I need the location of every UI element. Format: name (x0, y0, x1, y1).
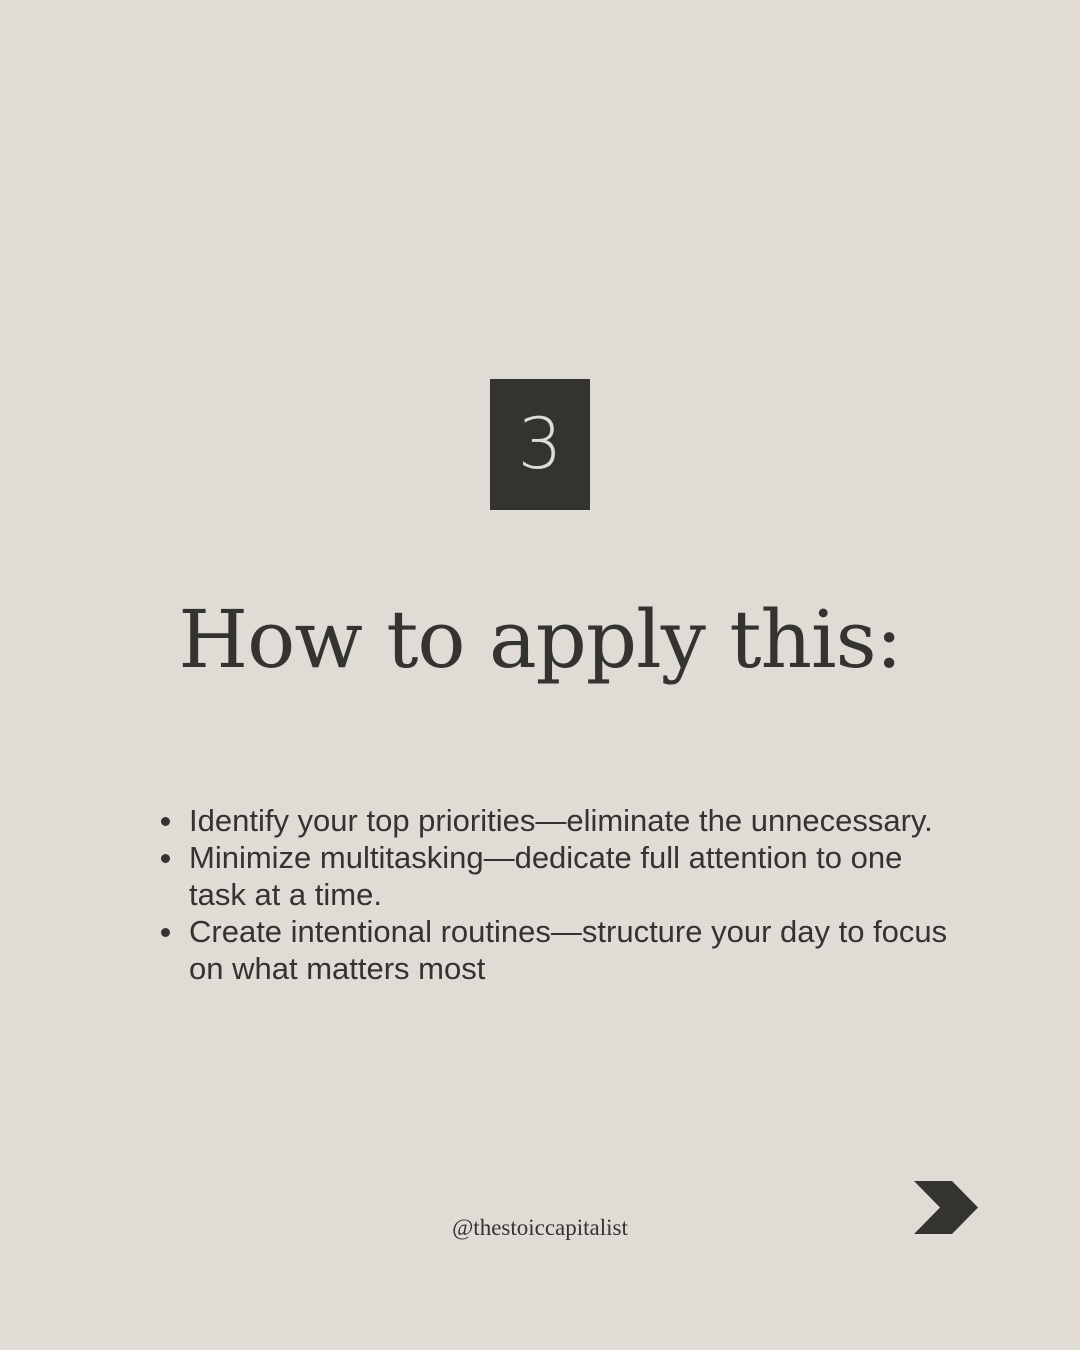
step-number: 3 (517, 402, 563, 485)
chevron-right-icon[interactable] (914, 1181, 978, 1234)
tips-list (158, 802, 958, 987)
list-item (158, 839, 958, 913)
page-title: How to apply this: (178, 593, 902, 686)
list-item-text: Identify your top priorities—eliminate the unnecessary. (189, 803, 933, 838)
bullet-icon (161, 854, 170, 863)
list-item-text: Minimize multitasking—dedicate full attention to one task at a time. (189, 840, 903, 912)
bullet-icon (161, 817, 170, 826)
step-number-badge (490, 379, 590, 510)
list-item (158, 802, 958, 839)
list-item-text: Create intentional routines—structure your day to focus on what matters most (189, 914, 948, 986)
list-item (158, 913, 958, 987)
account-handle: @thestoiccapitalist (452, 1215, 628, 1240)
bullet-icon (161, 928, 170, 937)
